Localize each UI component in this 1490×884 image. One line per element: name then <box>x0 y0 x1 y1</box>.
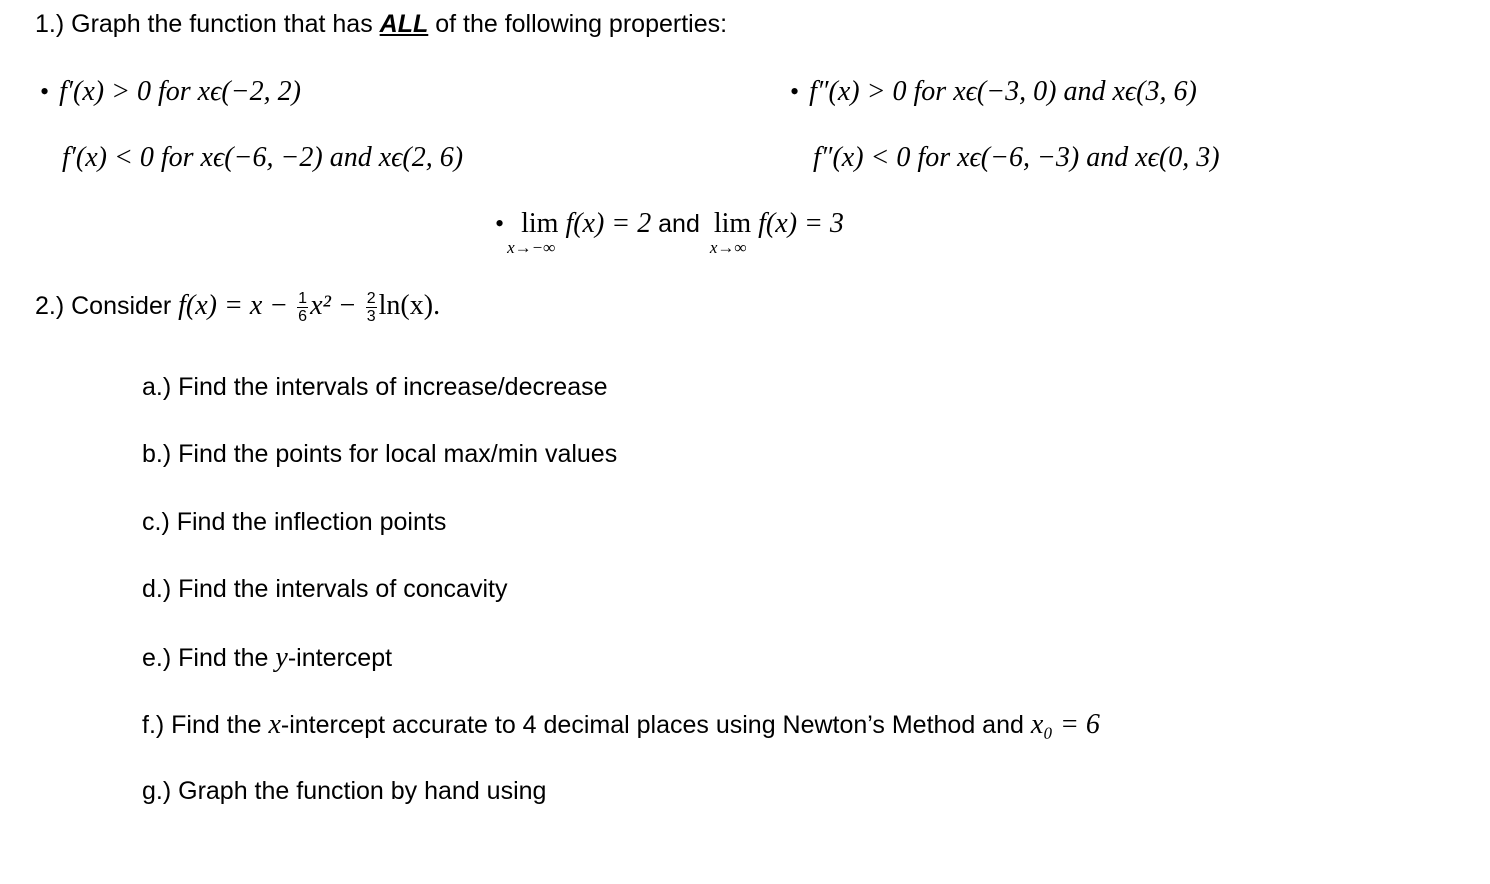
function-lhs: f(x) = x − <box>178 290 289 322</box>
variable-y: y <box>275 642 288 673</box>
variable-x: x <box>268 709 281 740</box>
q1-suffix: of the following properties: <box>428 10 728 38</box>
fdoubleprime-negative: f″(x) < 0 for xϵ(−6, −3) and xϵ(0, 3) <box>813 142 1220 173</box>
lim-subscript: x→−∞ <box>507 238 556 257</box>
part-f-pre: f.) Find the <box>142 711 269 739</box>
numerator: 1 <box>298 290 308 307</box>
fprime-negative: f′(x) < 0 for xϵ(−6, −2) and xϵ(2, 6) <box>62 142 464 173</box>
lim-word: lim <box>521 208 559 239</box>
q1-prefix: 1.) Graph the function that has <box>35 10 380 38</box>
part-d: d.) Find the intervals of concavity <box>142 575 508 603</box>
denominator: 6 <box>298 308 308 325</box>
ln-term: ln(x). <box>378 290 441 322</box>
q2-prefix: 2.) Consider <box>35 292 179 321</box>
fdoubleprime-positive-text: f″(x) > 0 for xϵ(−3, 0) and xϵ(3, 6) <box>809 76 1197 107</box>
lim-word: lim <box>713 208 752 239</box>
fraction-two-thirds <box>366 290 377 325</box>
q1-heading <box>35 10 727 39</box>
part-e <box>142 642 392 674</box>
q2-heading <box>35 290 440 325</box>
fdoubleprime-positive <box>790 76 1197 108</box>
part-f <box>142 709 1100 741</box>
initial-guess: x₀ = 6 <box>1030 709 1100 740</box>
limits-line <box>495 208 844 257</box>
fprime-positive <box>40 76 301 108</box>
part-e-pre: e.) Find the <box>142 644 276 672</box>
part-e-post: -intercept <box>287 644 393 672</box>
limit-neg-inf <box>507 208 559 257</box>
limit-expr: f(x) = 3 <box>758 208 844 239</box>
bullet: • <box>495 209 505 238</box>
numerator: 2 <box>366 290 376 307</box>
part-a: a.) Find the intervals of increase/decrease <box>142 373 608 401</box>
q1-emphasis: ALL <box>379 10 429 38</box>
limit-pos-inf <box>709 208 752 257</box>
limit-expr: f(x) = 2 <box>565 208 652 239</box>
bullet: • <box>790 77 800 106</box>
fprime-positive-text: f′(x) > 0 for xϵ(−2, 2) <box>59 76 301 107</box>
part-g: g.) Graph the function by hand using <box>142 777 547 805</box>
bullet: • <box>40 77 50 106</box>
part-c: c.) Find the inflection points <box>142 508 447 536</box>
part-f-post: -intercept accurate to 4 decimal places using Newton’s Method and <box>280 711 1031 739</box>
part-b: b.) Find the points for local max/min values <box>142 440 618 468</box>
denominator: 3 <box>366 308 376 325</box>
x-squared-term: x² − <box>310 290 357 322</box>
lim-subscript: x→∞ <box>709 238 747 257</box>
fraction-one-sixth <box>297 290 308 325</box>
and-text: and <box>651 210 707 238</box>
